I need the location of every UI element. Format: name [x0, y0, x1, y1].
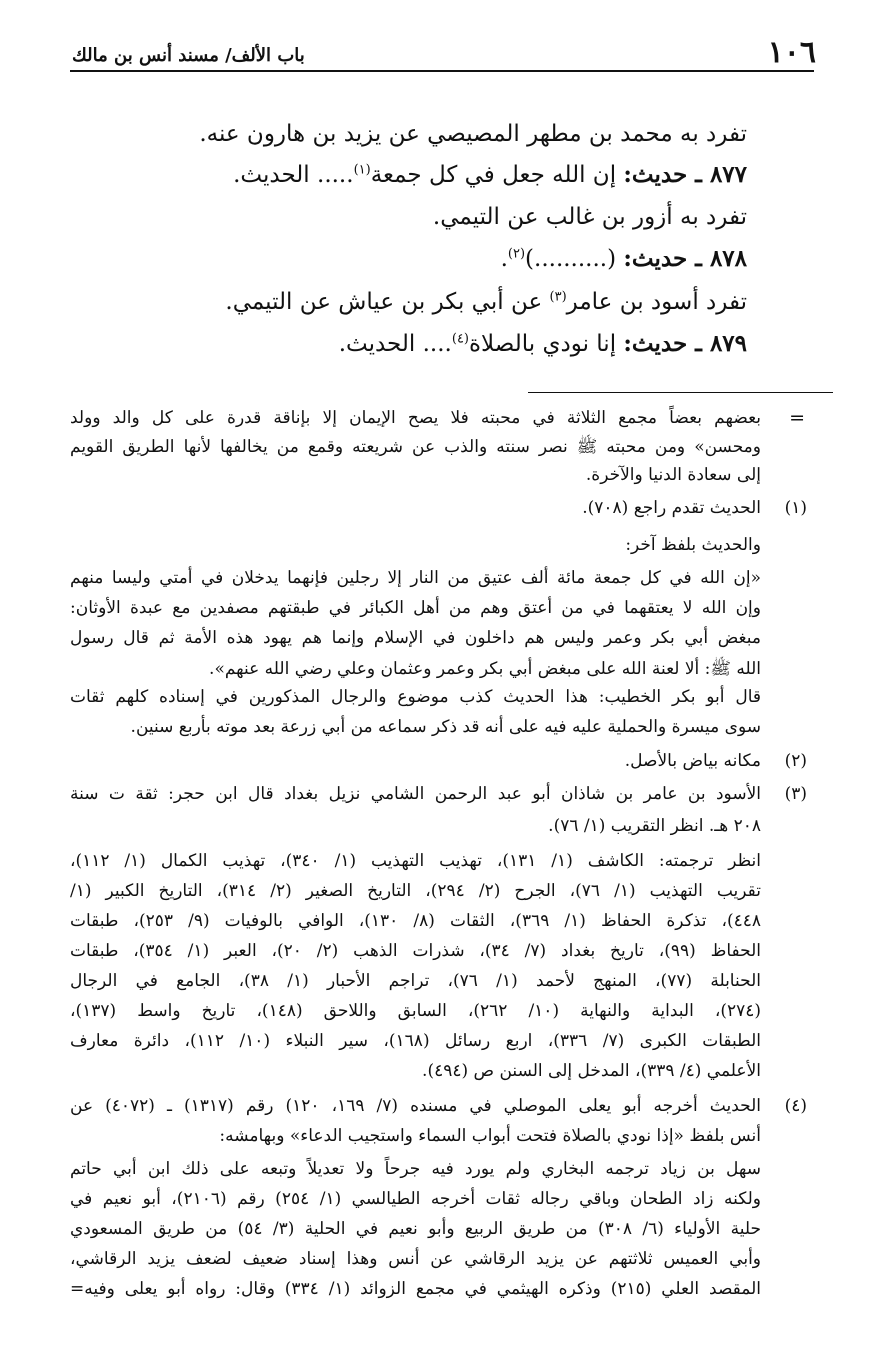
footnote-separator [528, 392, 833, 393]
footnote-mark: (١) [784, 498, 807, 518]
footnote-line: تقريب التهذيب (١/ ٧٦)، الجرح (٢/ ٢٩٤)، التاريخ الصغير (٢/ ٣١٤)، التاريخ الكبير (١/ [70, 881, 761, 901]
hadith-879: ٨٧٩ ـ حديث: إنا نودي بالصلاة$^{(٤)}$.... الحديث. [338, 330, 747, 357]
header-rule [70, 70, 814, 72]
footnote-mark: (٢) [784, 751, 807, 771]
footnote-mark: (٤) [784, 1096, 807, 1116]
footnote-line: بعضهم بعضاً مجمع الثلاثة في محبته فلا يصح الإيمان إلا بإناقة قدرة على كل والد وولد [70, 408, 761, 428]
footnote-line: الحديث أخرجه أبو يعلى الموصلي في مسنده (٧/ ١٦٩، ١٢٠) رقم (١٣١٧) ـ (٤٠٧٢) عن [70, 1096, 761, 1116]
footnote-ref[interactable]: (١) [353, 162, 371, 178]
footnote-line: ٤٤٨)، تذكرة الحفاظ (١/ ٣٦٩)، الثقات (٨/ ١٣٠)، الوافي بالوفيات (٩/ ٢٥٣)، طبقات [70, 911, 762, 931]
footnote-line: الأسود بن عامر بن شاذان أبو عبد الرحمن الشامي نزيل بغداد قال ابن حجر: ثقة ت سنة [70, 784, 761, 804]
hadith-number: ٨٧٩ ـ حديث: [623, 330, 747, 357]
footnote-line: الله ﷺ: ألا لعنة الله على مبغض أبي بكر وعمر وعثمان وعلي رضي الله عنهم». [209, 659, 761, 679]
footnote-ref[interactable]: (٤) [451, 331, 469, 347]
footnote-line: إلى سعادة الدنيا والآخرة. [585, 465, 761, 485]
footnote-line: ومحسن» ومن محبته ﷺ نصر سنته والذب عن شريعته وقمع من يخالفها لأنها الطريق القويم [70, 437, 761, 457]
footnote-line: الطبقات الكبرى (٧/ ٣٣٦)، اربع رسائل (١٦٨)، سير النبلاء (١٠/ ١١٢)، دائرة معارف [70, 1031, 761, 1051]
footnote-line: سهل بن زياد ترجمه البخاري ولم يورد فيه جرحاً ولا تعديلاً وتبعه على ذلك ابن أبي حاتم [70, 1159, 761, 1179]
footnote-line: الأعلمي (٤/ ٣٣٩)، المدخل إلى السنن ص (٤٩٤). [422, 1061, 761, 1081]
footnote-mark: (٣) [784, 784, 807, 804]
footnote-line: ولكنه زاد الطحان وباقي رجاله ثقات أخرجه الطيالسي (١/ ٢٥٤) رقم (٢١٠٦)، أبو نعيم في [70, 1189, 761, 1209]
footnote-line: حلية الأولياء (٦/ ٣٠٨) من طريق الربيع وأبو نعيم في الحلية (٣/ ٥٤) من طريق المسعودي [70, 1219, 761, 1239]
footnote-line: الحديث تقدم راجع (٧٠٨). [582, 498, 761, 518]
main-line: تفرد به محمد بن مطهر المصيصي عن يزيد بن هارون عنه. [199, 121, 747, 147]
footnote-ref[interactable]: (٣) [549, 289, 567, 305]
footnote-line: مكانه بياض بالأصل. [624, 751, 761, 771]
footnote-line: ٢٠٨ هـ. انظر التقريب (١/ ٧٦). [548, 816, 761, 836]
footnote-line: مبغض أبي بكر وعمر وليس هم داخلون في الإسلام وإنما هم يهود هذه الأمة ثم قال رسول [70, 628, 761, 648]
footnote-ref[interactable]: (٢) [507, 246, 526, 262]
hadith-878: ٨٧٨ ـ حديث: (..........)$^{(٢)}$. [500, 245, 747, 272]
footnote-line: وأبي العميس ثلاثتهم عن يزيد الرقاشي عن أنس وهذا إسناد ضعيف لضعف يزيد الرقاشي، [70, 1249, 761, 1269]
footnote-line: الحنابلة (٧٧)، المنهج لأحمد (١/ ٧٦)، تراجم الأحبار (١/ ٣٨)، الجامع في الرجال [70, 971, 761, 991]
footnote-line: (٢٧٤)، البداية والنهاية (١٠/ ٢٦٢)، السابق واللاحق (١٤٨)، تاريخ واسط (١٣٧)، [70, 1001, 762, 1021]
hadith-number: ٨٧٧ ـ حديث: [623, 161, 747, 188]
hadith-number: ٨٧٨ ـ حديث: [623, 245, 747, 272]
running-title: باب الألف/ مسند أنس بن مالك [72, 45, 305, 66]
main-line: تفرد أسود بن عامر$^{(٣)}$ عن أبي بكر بن عياش عن التيمي. [225, 289, 747, 315]
footnote-line: أنس بلفظ «إذا نودي بالصلاة فتحت أبواب السماء واستجيب الدعاء» وبهامشه: [219, 1126, 761, 1146]
page-number: ١٠٦ [767, 35, 816, 70]
footnote-line: قال أبو بكر الخطيب: هذا الحديث كذب موضوع والرجال المذكورين في إسناده كلهم ثقات [70, 687, 762, 707]
footnote-line: والحديث بلفظ آخر: [625, 535, 761, 555]
footnote-line: انظر ترجمته: الكاشف (١/ ١٣١)، تهذيب التهذيب (١/ ٣٤٠)، تهذيب الكمال (١/ ١١٢)، [70, 851, 761, 871]
footnote-line: «إن الله في كل جمعة مائة ألف عتيق من النار إلا رجلين فإنهما يدخلان في أمتي وليسا منهم [70, 568, 761, 588]
footnote-line: وإن الله لا يعتقهما في من أعتق وهم من أهل الكبائر في طبقتهم مصفدين مع عبدة الأوثان: [70, 598, 761, 618]
footnote-line: المقصد العلي (٢١٥) وذكره الهيثمي في مجمع الزوائد (١/ ٣٣٤) وقال: رواه أبو يعلى وفيه= [70, 1279, 762, 1299]
footnote-line: سوى ميسرة والحملية عليه فيه على أنه قد ذكر سماعه من أبي زرعة بعد موته بأربع سنين. [130, 717, 761, 737]
main-line: تفرد به أزور بن غالب عن التيمي. [432, 204, 747, 230]
hadith-877: ٨٧٧ ـ حديث: إن الله جعل في كل جمعة$^{(١)}$..... الحديث. [233, 161, 747, 188]
continuation-mark: = [789, 407, 805, 429]
footnote-line: الحفاظ (٩٩)، تاريخ بغداد (٧/ ٣٤)، شذرات الذهب (٢/ ٢٠)، العبر (١/ ٣٥٤)، طبقات [70, 941, 761, 961]
